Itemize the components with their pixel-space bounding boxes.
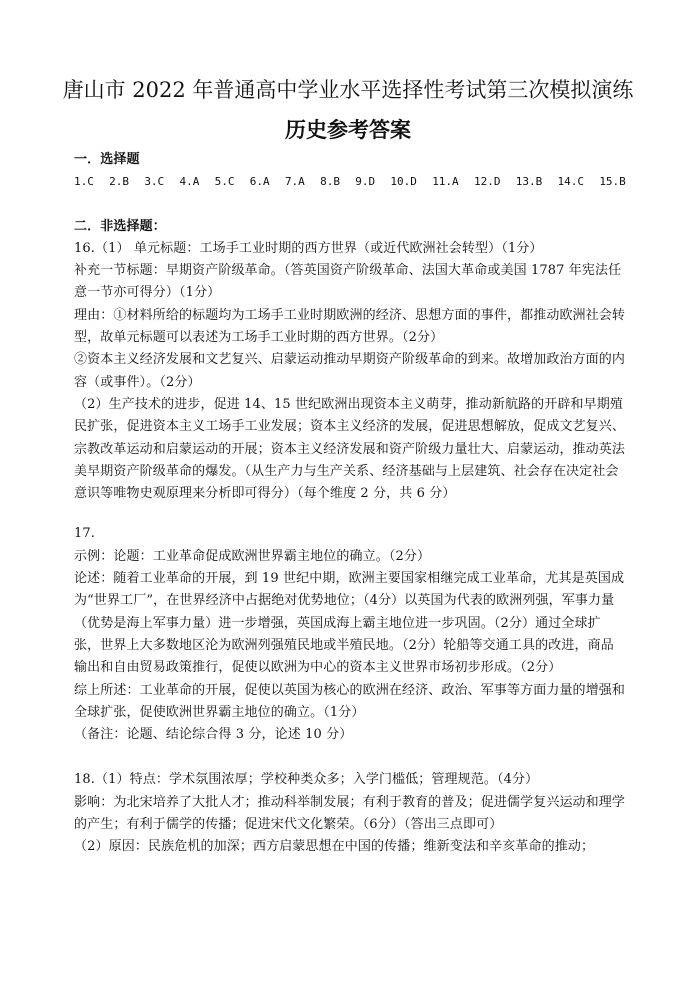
- q17-argument: 论述：随着工业革命的开展，到 19 世纪中期，欧洲主要国家相继完成工业革命，尤其是英国成为“世界工厂”，在世界经济中占据绝对优势地位；（4分）以英国为代表的欧洲列强，军事力量（优势是海上军事力量）进一步增强，英国成海上霸主地位进一步巩固。（2分）通过全球扩张，世界上大多数地区沦为欧洲列强殖民地或半殖民地。（2分）轮船等交通工具的改进，商品输出和自由贸易政策推行，促使以欧洲为中心的资本主义世界市场初步形成。（2分）: [74, 571, 625, 676]
- answer-item: 11.A: [432, 175, 459, 189]
- answer-item: 13.B: [515, 175, 543, 189]
- page-title: 唐山市 2022 年普通高中学业水平选择性考试第三次模拟演练: [62, 78, 634, 102]
- page-subtitle: 历史参考答案: [285, 117, 411, 142]
- q17-note: （备注：论题、结论综合得 3 分，论述 10 分）: [74, 727, 353, 743]
- q18-part1-features: 18.（1）特点：学术氛围浓厚；学校种类众多；入学门槛低；管理规范。（4分）: [74, 772, 539, 788]
- q18-part2-reasons: （2）原因：民族危机的加深；西方启蒙思想在中国的传播；维新变法和辛亥革命的推动；: [74, 839, 595, 855]
- answer-item: 4.A: [179, 175, 200, 189]
- answer-item: 3.C: [144, 175, 165, 189]
- answer-item: 8.B: [320, 175, 340, 189]
- answer-item: 9.D: [355, 175, 376, 189]
- q17-number: 17.: [74, 526, 96, 542]
- answer-item: 15.B: [599, 175, 626, 189]
- answer-item: 6.A: [249, 175, 270, 189]
- q16-supplementary-title: 补充一节标题：早期资产阶级革命。（答英国资产阶级革命、法国大革命或美国 1787 年宪法任意一节亦可得分）（1分）: [74, 263, 622, 301]
- q18-influence: 影响：为北宋培养了大批人才；推动科举制发展；有利于教育的普及；促进儒学复兴运动和理学的产生；有利于儒学的传播；促进宋代文化繁荣。（6分）（答出三点即可）: [74, 794, 626, 833]
- answer-item: 14.C: [557, 175, 585, 189]
- answer-item: 7.A: [284, 175, 305, 189]
- answer-item: 12.D: [473, 175, 501, 189]
- answer-body: [74, 149, 626, 859]
- multiple-choice-answers: [74, 171, 626, 193]
- q17-conclusion: 综上所述：工业革命的开展，促使以英国为核心的欧洲在经济、政治、军事等方面力量的增强和全球扩张，促使欧洲世界霸主地位的确立。（1分）: [74, 682, 626, 720]
- q16-part2: （2）生产技术的进步，促进 14、15 世纪欧洲出现资本主义萌芽，推动新航路的开辟和早期殖民扩张，促进资本主义工场手工业发展；资本主义经济的发展，促进思想解放，促成文艺复兴、宗教改革运动和启蒙运动的开展；资本主义经济发展和资产阶级力量壮大、启蒙运动，推动英法美早期资产阶级革命的爆发。（从生产力与生产关系、经济基础与上层建筑、社会存在决定社会意识等唯物史观原理来分析即可得分）（每个维度 2 分，共 6 分）: [74, 396, 626, 502]
- q16-reason-2: ②资本主义经济发展和文艺复兴、启蒙运动推动早期资产阶级革命的到来。故增加政治方面的内容（或事件）。（2分）: [74, 352, 626, 390]
- section-heading-multiple-choice: 一．选择题: [74, 152, 140, 167]
- answer-item: 2.B: [109, 175, 130, 189]
- answer-item: 1.C: [74, 175, 94, 189]
- answer-item: 5.C: [214, 175, 235, 189]
- section-heading-non-choice: 二．非选择题：: [74, 218, 166, 234]
- q17-thesis: 示例：论题：工业革命促成欧洲世界霸主地位的确立。（2分）: [74, 548, 431, 564]
- answer-item: 10.D: [390, 175, 417, 189]
- q16-reason-1: 理由：①材料所给的标题均为工场手工业时期欧洲的经济、思想方面的事件，都推动欧洲社会转型，故单元标题可以表述为工场手工业时期的西方世界。（2分）: [74, 307, 626, 346]
- q16-part1-unit-title: 16.（1） 单元标题：工场手工业时期的西方世界（或近代欧洲社会转型）（1分）: [74, 240, 543, 256]
